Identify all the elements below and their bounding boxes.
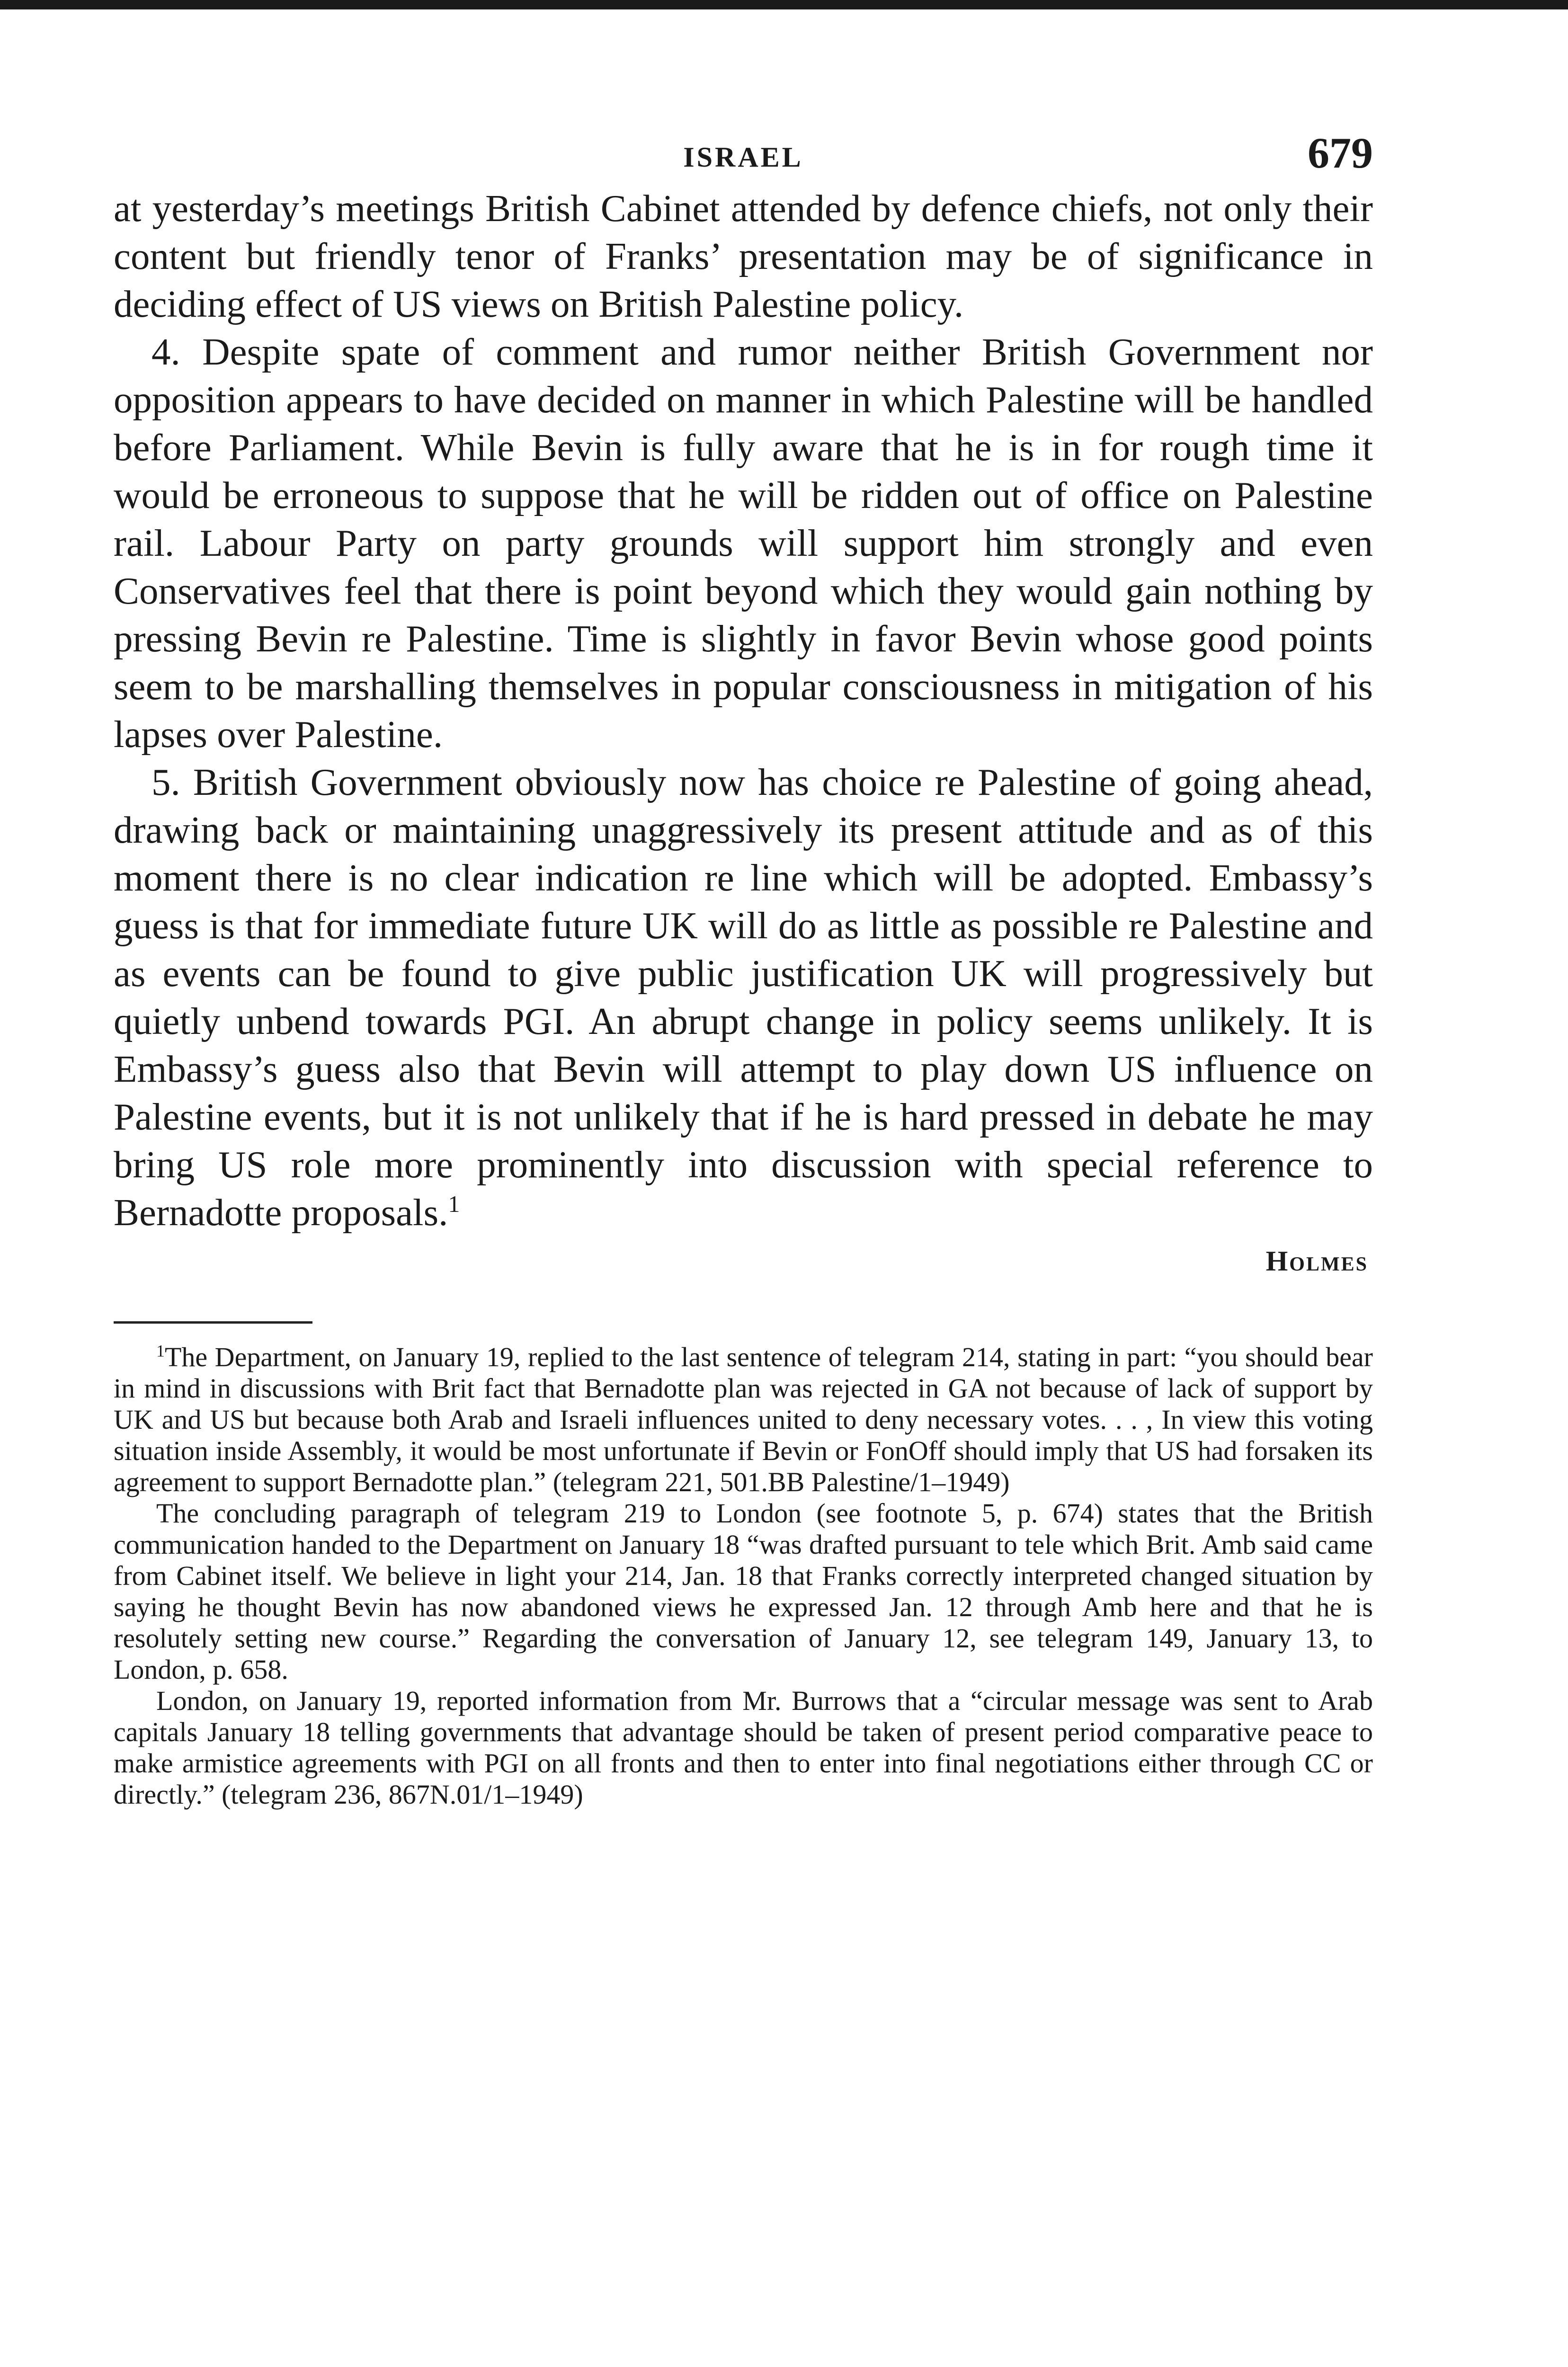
- body-paragraph-5: [114, 758, 1373, 1237]
- page-number: 679: [1308, 129, 1373, 177]
- footnote-1-paragraph-2: The concluding paragraph of telegram 219 to London (see footnote 5, p. 674) states that the British communication handed to the Department on January 18 “was drafted pursuant to tele which Brit. Amb said came from Cabinet itself. We believe in light your 214, Jan. 18 that Franks correctly interpreted changed situation by saying he thought Bevin has now abandoned views he expressed Jan. 12 through Amb here and that he is resolutely setting new course.” Regarding the conversation of January 12, see telegram 149, January 13, to London, p. 658.: [114, 1498, 1373, 1685]
- body-paragraph-5-text: 5. British Government obviously now has choice re Palestine of going ahead, drawing back or maintaining unaggressively its present attitude and as of this moment there is no clear indication re line which will be adopted. Embassy’s guess is that for immediate future UK will do as little as possible re Palestine and as events can be found to give public justification UK will progressively but quietly unbend towards PGI. An abrupt change in policy seems unlikely. It is Embassy’s guess also that Bevin will attempt to play down US influence on Palestine events, but it is not unlikely that if he is hard pressed in debate he may bring US role more prominently into discussion with special reference to Bernadotte proposals.: [114, 761, 1373, 1234]
- footnote-reference: 1: [448, 1191, 460, 1217]
- running-head: ISRAEL: [683, 142, 803, 173]
- body-paragraph-4: 4. Despite spate of comment and rumor neither British Government nor opposition appears to have decided on manner in which Palestine will be handled before Parliament. While Bevin is fully aware that he is in for rough time it would be erroneous to suppose that he will be ridden out of office on Palestine rail. Labour Party on party grounds will support him strongly and even Conservatives feel that there is point beyond which they would gain nothing by pressing Bevin re Palestine. Time is slightly in favor Bevin whose good points seem to be marshalling themselves in popular consciousness in mitigation of his lapses over Palestine.: [114, 330, 1373, 756]
- body-text: [114, 185, 1373, 1237]
- body-paragraph-continued: at yesterday’s meetings British Cabinet attended by defence chiefs, not only their content but friendly tenor of Franks’ presentation may be of significance in deciding effect of US views on British Palestine policy.: [114, 187, 1373, 325]
- footnote-1: [114, 1342, 1373, 1498]
- footnote-divider: [114, 1321, 312, 1324]
- document-page: [114, 114, 1373, 1810]
- footnote-marker: 1: [156, 1341, 165, 1361]
- footnote-1-paragraph-3: London, on January 19, reported information from Mr. Burrows that a “circular message was sent to Arab capitals January 18 telling governments that advantage should be taken of present period comparative peace to make armistice agreements with PGI on all fronts and then to enter into final negotiations either through CC or directly.” (telegram 236, 867N.01/1–1949): [114, 1685, 1373, 1810]
- signature: Holmes: [1265, 1246, 1368, 1277]
- page-header: [114, 114, 1373, 185]
- footnote-1-text: The Department, on January 19, replied to the last sentence of telegram 214, stating in part: “you should bear in mind in discussions with Brit fact that Bernadotte plan was rejected in GA not because of lack of support by UK and US but because both Arab and Israeli influences united to deny necessary votes. . . , In view this voting situation inside Assembly, it would be most unfortunate if Bevin or FonOff should imply that US had forsaken its agreement to support Bernadotte plan.” (telegram 221, 501.BB Palestine/1–1949): [114, 1342, 1373, 1497]
- top-border-rule: [0, 0, 1568, 9]
- footnotes: [114, 1342, 1373, 1810]
